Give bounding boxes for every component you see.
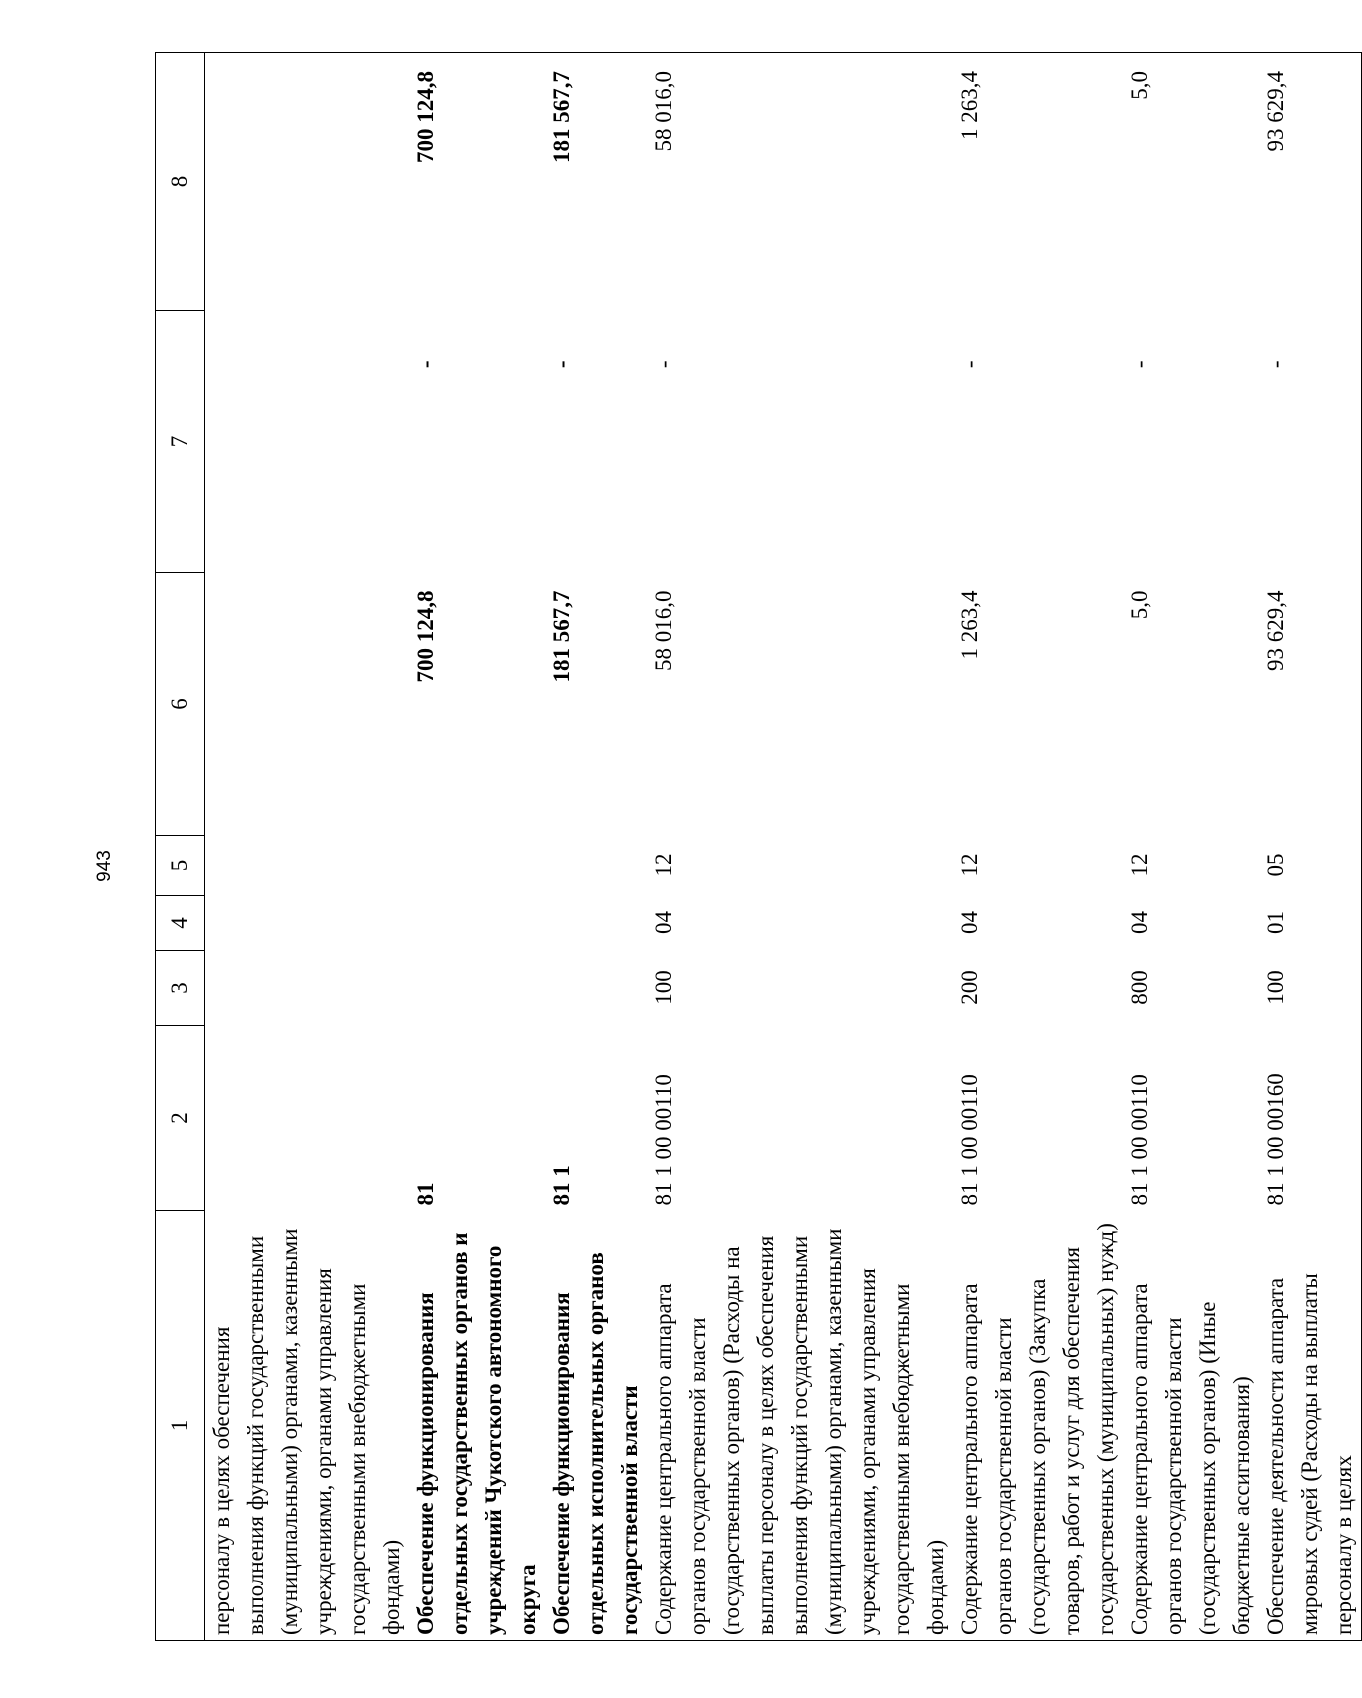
- row-col-8: 700 124,8: [409, 53, 545, 311]
- row-col-7: -: [1127, 360, 1152, 369]
- row-code: 81 1 00 00160: [1259, 1026, 1362, 1211]
- row-col-3: 100: [1259, 951, 1362, 1026]
- row-col-8: 5,0: [1123, 53, 1259, 311]
- row-col-3: [409, 951, 545, 1026]
- row-col-5: [205, 836, 410, 896]
- table-row: [1259, 53, 1362, 1641]
- row-col-7: -: [651, 360, 676, 369]
- row-code: 81 1 00 00110: [957, 1074, 982, 1206]
- table-row: [409, 53, 545, 1641]
- header-col-5: 5: [156, 836, 205, 896]
- row-col-3: 200: [957, 970, 982, 1005]
- row-code: 81 1: [549, 1165, 574, 1206]
- row-col-6: 1 263,4: [957, 590, 982, 660]
- row-col-5: 12: [1127, 853, 1152, 877]
- row-col-4: [205, 896, 410, 951]
- page-number: 943: [93, 850, 115, 882]
- row-col-4: 04: [651, 911, 676, 934]
- row-col-7: -: [957, 360, 982, 369]
- row-col-8: 181 567,7: [545, 53, 647, 311]
- row-col-7: [205, 311, 410, 573]
- row-col-5: 05: [1259, 836, 1362, 896]
- row-col-8: 58 016,0: [647, 53, 953, 311]
- row-col-3: 100: [651, 970, 676, 1005]
- header-col-4: 4: [156, 896, 205, 951]
- row-description: Обеспечение деятельности аппарата мировых судей (Расходы на выплаты персоналу в целях: [1259, 1211, 1362, 1641]
- table-row: [1123, 53, 1259, 1641]
- row-col-6: 700 124,8: [413, 590, 438, 683]
- header-col-3: 3: [156, 951, 205, 1026]
- row-col-8: [205, 53, 410, 311]
- row-col-8: 1 263,4: [953, 53, 1123, 311]
- table-row: [647, 53, 953, 1641]
- row-col-3: [545, 951, 647, 1026]
- header-col-1: 1: [156, 1211, 205, 1641]
- row-col-8: 93 629,4: [1259, 53, 1362, 311]
- row-col-4: 04: [957, 911, 982, 934]
- table-row: [545, 53, 647, 1641]
- row-col-5: [545, 836, 647, 896]
- row-code: 81 1 00 00110: [651, 1074, 676, 1206]
- row-col-7: -: [413, 360, 438, 369]
- row-col-4: [409, 896, 545, 951]
- row-col-6: 93 629,4: [1259, 573, 1362, 836]
- row-col-7: -: [1259, 311, 1362, 573]
- row-col-5: 12: [957, 853, 982, 877]
- header-col-6: 6: [156, 573, 205, 836]
- header-col-2: 2: [156, 1026, 205, 1211]
- budget-table-container: [155, 53, 1356, 1641]
- row-col-6: 58 016,0: [651, 590, 676, 671]
- row-col-4: [545, 896, 647, 951]
- table-row: [205, 53, 410, 1641]
- row-col-4: 01: [1259, 896, 1362, 951]
- header-col-7: 7: [156, 311, 205, 573]
- row-description: Обеспечение функционирования отдельных государственных органов и учреждений Чукотского автономного округа: [409, 1211, 545, 1641]
- row-col-3: 800: [1127, 970, 1152, 1005]
- row-col-7: -: [549, 360, 574, 369]
- row-col-5: [409, 836, 545, 896]
- row-col-3: [205, 951, 410, 1026]
- row-col-6: [205, 573, 410, 836]
- row-code: 81: [413, 1182, 438, 1206]
- row-code: 81 1 00 00110: [1127, 1074, 1152, 1206]
- row-description: Обеспечение функционирования отдельных исполнительных органов государственной власти: [545, 1211, 647, 1641]
- row-description: персоналу в целях обеспечения выполнения функций государственными (муниципальными) органами, казенными учреждениями, органами управления государственными внебюджетными фондами): [205, 1211, 410, 1641]
- row-col-5: 12: [651, 853, 676, 877]
- header-col-8: 8: [156, 53, 205, 311]
- row-description: Содержание центрального аппарата органов государственной власти (государственных органов) (Закупка товаров, работ и услуг для обеспечения государственных (муниципальных) нужд): [953, 1211, 1123, 1641]
- row-description: Содержание центрального аппарата органов государственной власти (государственных органов) (Иные бюджетные ассигнования): [1123, 1211, 1259, 1641]
- row-description: Содержание центрального аппарата органов государственной власти (государственных органов) (Расходы на выплаты персоналу в целях обеспечения выполнения функций государственными (муниципальными) органами, казенными учреждениями, органами управления государственными внебюджетными фондами): [647, 1211, 953, 1641]
- table-row: [953, 53, 1123, 1641]
- row-code: [205, 1026, 410, 1211]
- header-row: [156, 53, 205, 1641]
- row-col-6: 181 567,7: [549, 590, 574, 683]
- row-col-4: 04: [1127, 911, 1152, 934]
- budget-table: [155, 52, 1362, 1641]
- row-col-6: 5,0: [1127, 590, 1152, 620]
